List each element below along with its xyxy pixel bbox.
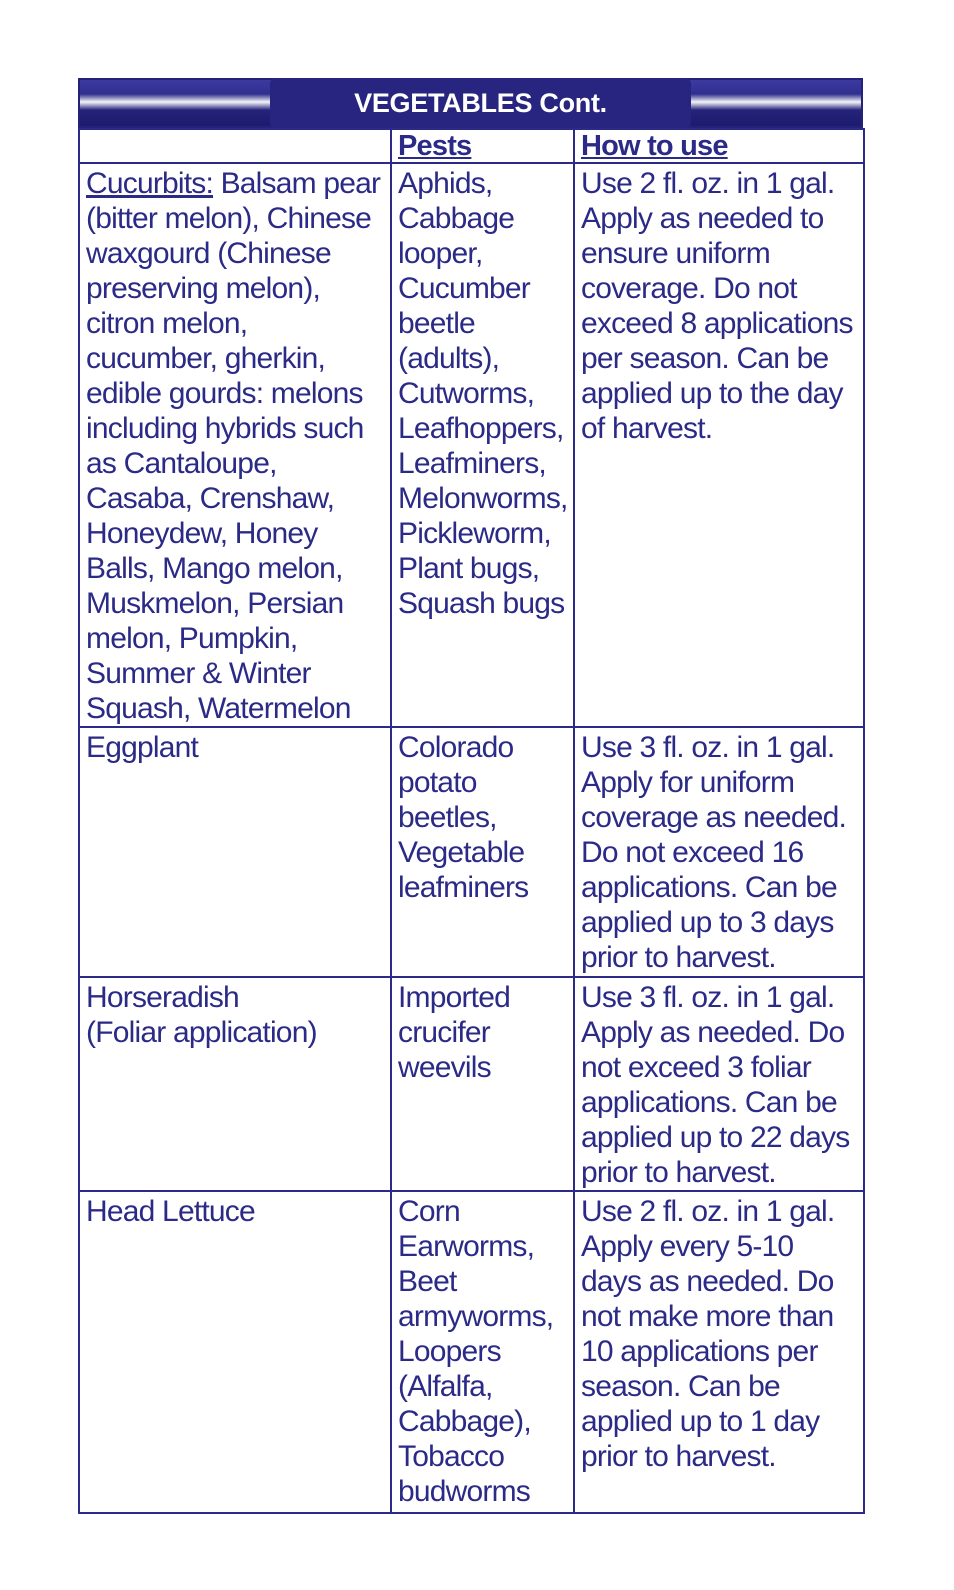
how-to-use-cell: Use 2 fl. oz. in 1 gal. Apply as needed to ensure uniform coverage. Do not exceed 8 applications per season. Can be applied up to the day of harvest. xyxy=(574,163,864,727)
table-header-row xyxy=(79,129,864,163)
table-row xyxy=(79,977,864,1191)
crop-text: Balsam pear (bitter melon), Chinese waxgourd (Chinese preserving melon), citron melon, cucumber, gherkin, edible gourds: melons including hybrids such as Cantaloupe, Casaba, Crenshaw, Honeydew, Honey Balls, Mango melon, Muskmelon, Persian melon, Pumpkin, Summer & Winter Squash, Watermelon xyxy=(86,167,381,725)
document xyxy=(78,78,863,1514)
header-how-to-use: How to use xyxy=(574,129,864,163)
table-row xyxy=(79,1191,864,1513)
table-row xyxy=(79,727,864,977)
how-to-use-cell: Use 3 fl. oz. in 1 gal. Apply for uniform coverage as needed. Do not exceed 16 applications. Can be applied up to 3 days prior to harvest. xyxy=(574,727,864,977)
section-title: VEGETABLES Cont. xyxy=(354,87,607,118)
banner-right-streak xyxy=(691,94,861,110)
section-banner xyxy=(78,78,863,128)
crop-cell: Eggplant xyxy=(79,727,391,977)
how-to-use-cell: Use 2 fl. oz. in 1 gal. Apply every 5-10 days as needed. Do not make more than 10 applications per season. Can be applied up to 1 day prior to harvest. xyxy=(574,1191,864,1513)
banner-left-streak xyxy=(80,94,270,110)
pests-cell: Corn Earworms, Beet armyworms, Loopers (Alfalfa, Cabbage), Tobacco budworms xyxy=(391,1191,574,1513)
how-to-use-cell: Use 3 fl. oz. in 1 gal. Apply as needed. Do not exceed 3 foliar applications. Can be applied up to 22 days prior to harvest. xyxy=(574,977,864,1191)
crop-cell: Head Lettuce xyxy=(79,1191,391,1513)
crop-cell: Horseradish (Foliar application) xyxy=(79,977,391,1191)
crop-cell xyxy=(79,163,391,727)
pests-cell: Colorado potato beetles, Vegetable leafminers xyxy=(391,727,574,977)
crop-category-label: Cucurbits: xyxy=(86,167,214,200)
table-row xyxy=(79,163,864,727)
pests-cell: Aphids, Cabbage looper, Cucumber beetle (adults), Cutworms, Leafhoppers, Leafminers, Melonworms, Pickleworm, Plant bugs, Squash bugs xyxy=(391,163,574,727)
header-pests: Pests xyxy=(391,129,574,163)
banner-plate xyxy=(270,78,691,128)
vegetables-table xyxy=(78,128,865,1514)
header-crop xyxy=(79,129,391,163)
pests-cell: Imported crucifer weevils xyxy=(391,977,574,1191)
